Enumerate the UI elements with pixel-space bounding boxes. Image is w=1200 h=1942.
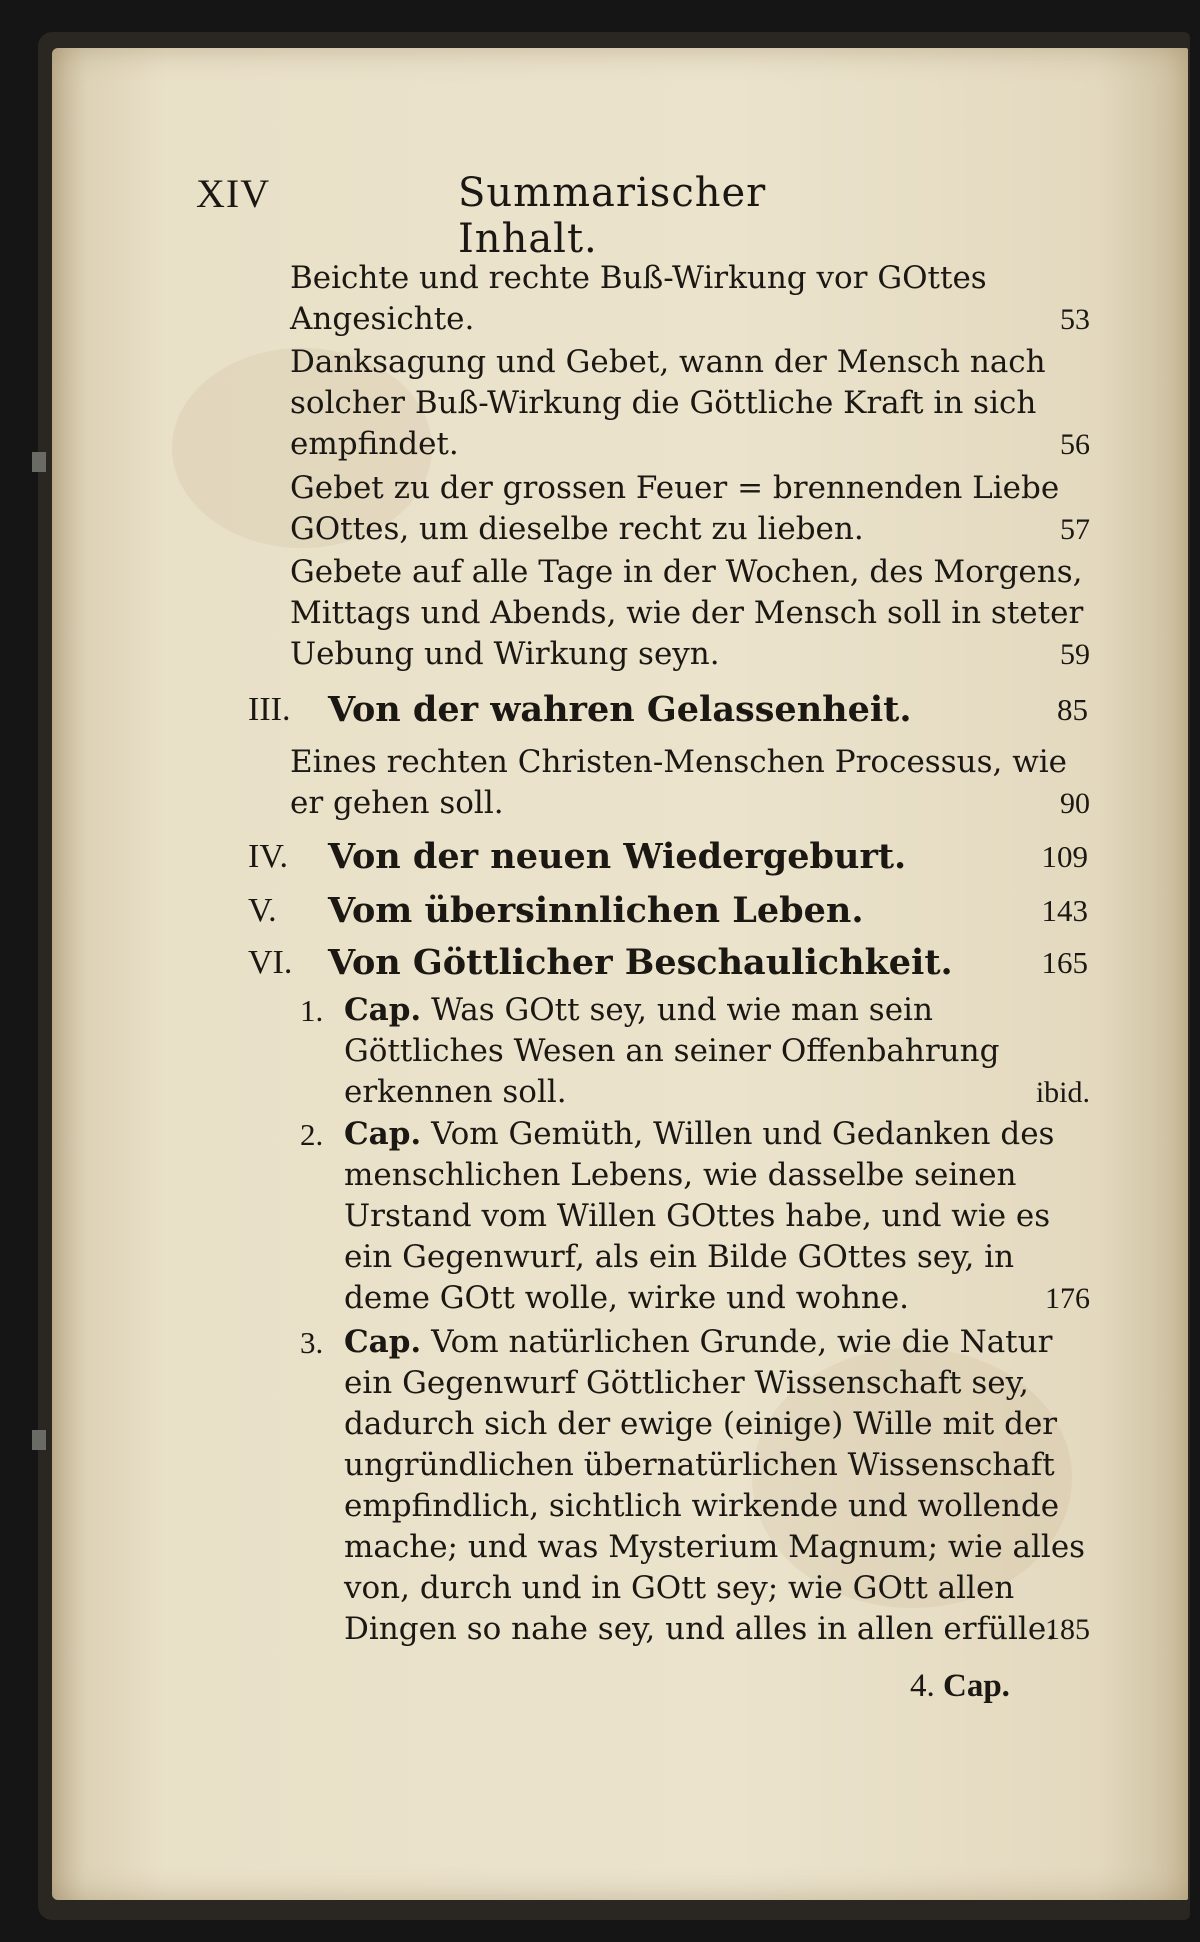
chapter-label: Cap. bbox=[344, 1116, 422, 1152]
chapter-entry bbox=[300, 1114, 1090, 1319]
toc-section bbox=[248, 886, 1088, 936]
chapter-number: 2. bbox=[300, 1117, 324, 1152]
catchword-label: Cap. bbox=[943, 1668, 1010, 1704]
toc-entry bbox=[290, 552, 1090, 675]
section-number: III. bbox=[248, 691, 291, 728]
toc-section bbox=[248, 938, 1088, 988]
running-title: Summarischer Inhalt. bbox=[458, 170, 767, 262]
section-number: VI. bbox=[248, 944, 293, 981]
chapter-entry bbox=[300, 990, 1090, 1113]
entry-page: 56 bbox=[1060, 428, 1090, 461]
chapter-label: Cap. bbox=[344, 1324, 422, 1360]
section-page: 85 bbox=[1057, 692, 1088, 727]
toc-section bbox=[248, 832, 1088, 882]
section-page: 143 bbox=[1041, 893, 1088, 928]
section-page: 109 bbox=[1041, 839, 1088, 874]
entry-text: Beichte und rechte Buß-Wirkung vor GOttes Angesichte. bbox=[290, 260, 987, 337]
chapter-text: Was GOtt sey, und wie man sein Göttliches Wesen an seiner Offenbahrung erkennen soll. bbox=[344, 992, 1000, 1110]
section-title: Von Göttlicher Beschaulichkeit. bbox=[328, 942, 953, 983]
entry-text: Gebete auf alle Tage in der Wochen, des Morgens, Mittags und Abends, wie der Mensch soll in steter Uebung und Wirkung seyn. bbox=[290, 554, 1084, 672]
chapter-label: Cap. bbox=[344, 992, 422, 1028]
chapter-page: ibid. bbox=[1035, 1076, 1090, 1109]
entry-page: 57 bbox=[1060, 513, 1090, 546]
section-title: Von der neuen Wiedergeburt. bbox=[328, 836, 907, 877]
chapter-text: Vom natürlichen Grunde, wie die Natur ein Gegenwurf Göttlicher Wissenschaft sey, dadurch sich der ewige (einige) Wille mit der ungründlichen übernatürlichen Wissenschaft empfindlich, sichtlich wirkende und wollende mache; und was Mysterium Magnum; wie alles von, durch und in GOtt sey; wie GOtt allen Dingen so nahe sey, und alles in allen erfülle. bbox=[344, 1324, 1086, 1647]
entry-page: 59 bbox=[1060, 638, 1090, 671]
toc-section bbox=[248, 685, 1088, 735]
section-page: 165 bbox=[1041, 945, 1088, 980]
section-number: V. bbox=[248, 892, 277, 929]
chapter-number: 3. bbox=[300, 1325, 324, 1360]
section-number: IV. bbox=[248, 838, 288, 875]
section-title: Von der wahren Gelassenheit. bbox=[328, 689, 912, 730]
page-header bbox=[196, 170, 896, 262]
entry-page: 90 bbox=[1060, 787, 1090, 820]
toc-entry bbox=[290, 468, 1090, 550]
catchword-number: 4. bbox=[910, 1668, 935, 1704]
toc-entry bbox=[290, 742, 1090, 824]
chapter-number: 1. bbox=[300, 993, 324, 1028]
entry-text: Gebet zu der grossen Feuer = brennenden Liebe GOttes, um dieselbe recht zu lieben. bbox=[290, 470, 1060, 547]
entry-page: 53 bbox=[1060, 303, 1090, 336]
chapter-page: 185 bbox=[1045, 1613, 1090, 1646]
entry-text: Eines rechten Christen-Menschen Processus, wie er gehen soll. bbox=[290, 744, 1067, 821]
chapter-page: 176 bbox=[1045, 1282, 1090, 1315]
binding-clip bbox=[32, 1430, 46, 1450]
chapter-entry bbox=[300, 1322, 1090, 1650]
section-title: Vom übersinnlichen Leben. bbox=[328, 890, 864, 931]
catchword bbox=[910, 1668, 1010, 1705]
page-number: XIV bbox=[196, 171, 271, 216]
toc-entry bbox=[290, 258, 1090, 340]
toc-entry bbox=[290, 342, 1090, 465]
binding-clip bbox=[32, 452, 46, 472]
entry-text: Danksagung und Gebet, wann der Mensch nach solcher Buß-Wirkung die Göttliche Kraft in sich empfindet. bbox=[290, 344, 1046, 462]
chapter-text: Vom Gemüth, Willen und Gedanken des menschlichen Lebens, wie dasselbe seinen Urstand vom Willen GOttes habe, und wie es ein Gegenwurf, als ein Bilde GOttes sey, in deme GOtt wolle, wirke und wohne. bbox=[344, 1116, 1055, 1316]
